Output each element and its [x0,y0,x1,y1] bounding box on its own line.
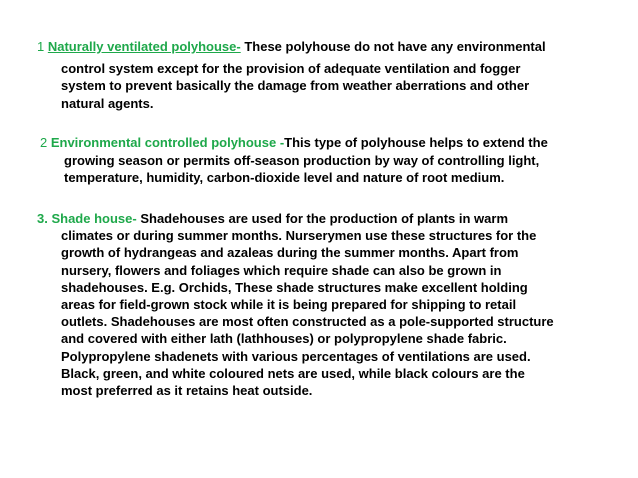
item-first-line [37,38,612,56]
item-text-line: temperature, humidity, carbon-dioxide level and nature of root medium. [64,170,505,185]
item-text-line: system to prevent basically the damage from weather aberrations and other [61,78,530,93]
item-heading: Shade house- [51,211,137,226]
item-text-line: control system except for the provision of adequate ventilation and fogger [61,60,521,76]
item-text-line: growing season or permits off-season production by way of controlling light, [64,152,540,168]
item-text-line: climates or during summer months. Nurserymen use these structures for the [61,228,537,244]
item-first-line [40,134,615,152]
item-first-line [37,210,612,227]
item-text-line: areas for field-grown stock while it is being prepared for shipping to retail [61,297,517,313]
item-text-line: Black, green, and white coloured nets are used, while black colours are the [61,365,525,381]
item-text-line: shadehouses. E.g. Orchids, These shade structures make excellent holding [61,279,528,295]
item-text-line: This type of polyhouse helps to extend the [284,135,548,150]
item-text-line: and covered with either lath (lathhouses) or polypropylene shade fabric. [61,331,507,347]
item-text-line: Shadehouses are used for the production of plants in warm [140,211,509,226]
item-text-line: natural agents. [61,95,154,111]
item-text-line: nursery, flowers and foliages which require shade can also be grown in [61,262,502,278]
item-text-line: Polypropylene shadenets with various percentages of ventilations are used. [61,348,531,364]
item-number: 3. [37,211,52,226]
item-text-line: most preferred as it retains heat outside. [61,383,313,399]
item-text-line: These polyhouse do not have any environmental [244,39,546,54]
item-heading: Naturally ventilated polyhouse- [47,39,241,54]
item-text-line: outlets. Shadehouses are most often constructed as a pole-supported structure [61,314,554,330]
item-text-line: growth of hydrangeas and azaleas during the summer months. Apart from [61,245,519,261]
item-heading: Environmental controlled polyhouse - [50,135,285,150]
item-number: 1 [37,39,48,54]
item-naturally-ventilated-polyhouse [37,38,612,112]
item-environmental-controlled-polyhouse [40,134,615,187]
item-number: 2 [40,135,51,150]
item-shade-house [37,210,612,399]
